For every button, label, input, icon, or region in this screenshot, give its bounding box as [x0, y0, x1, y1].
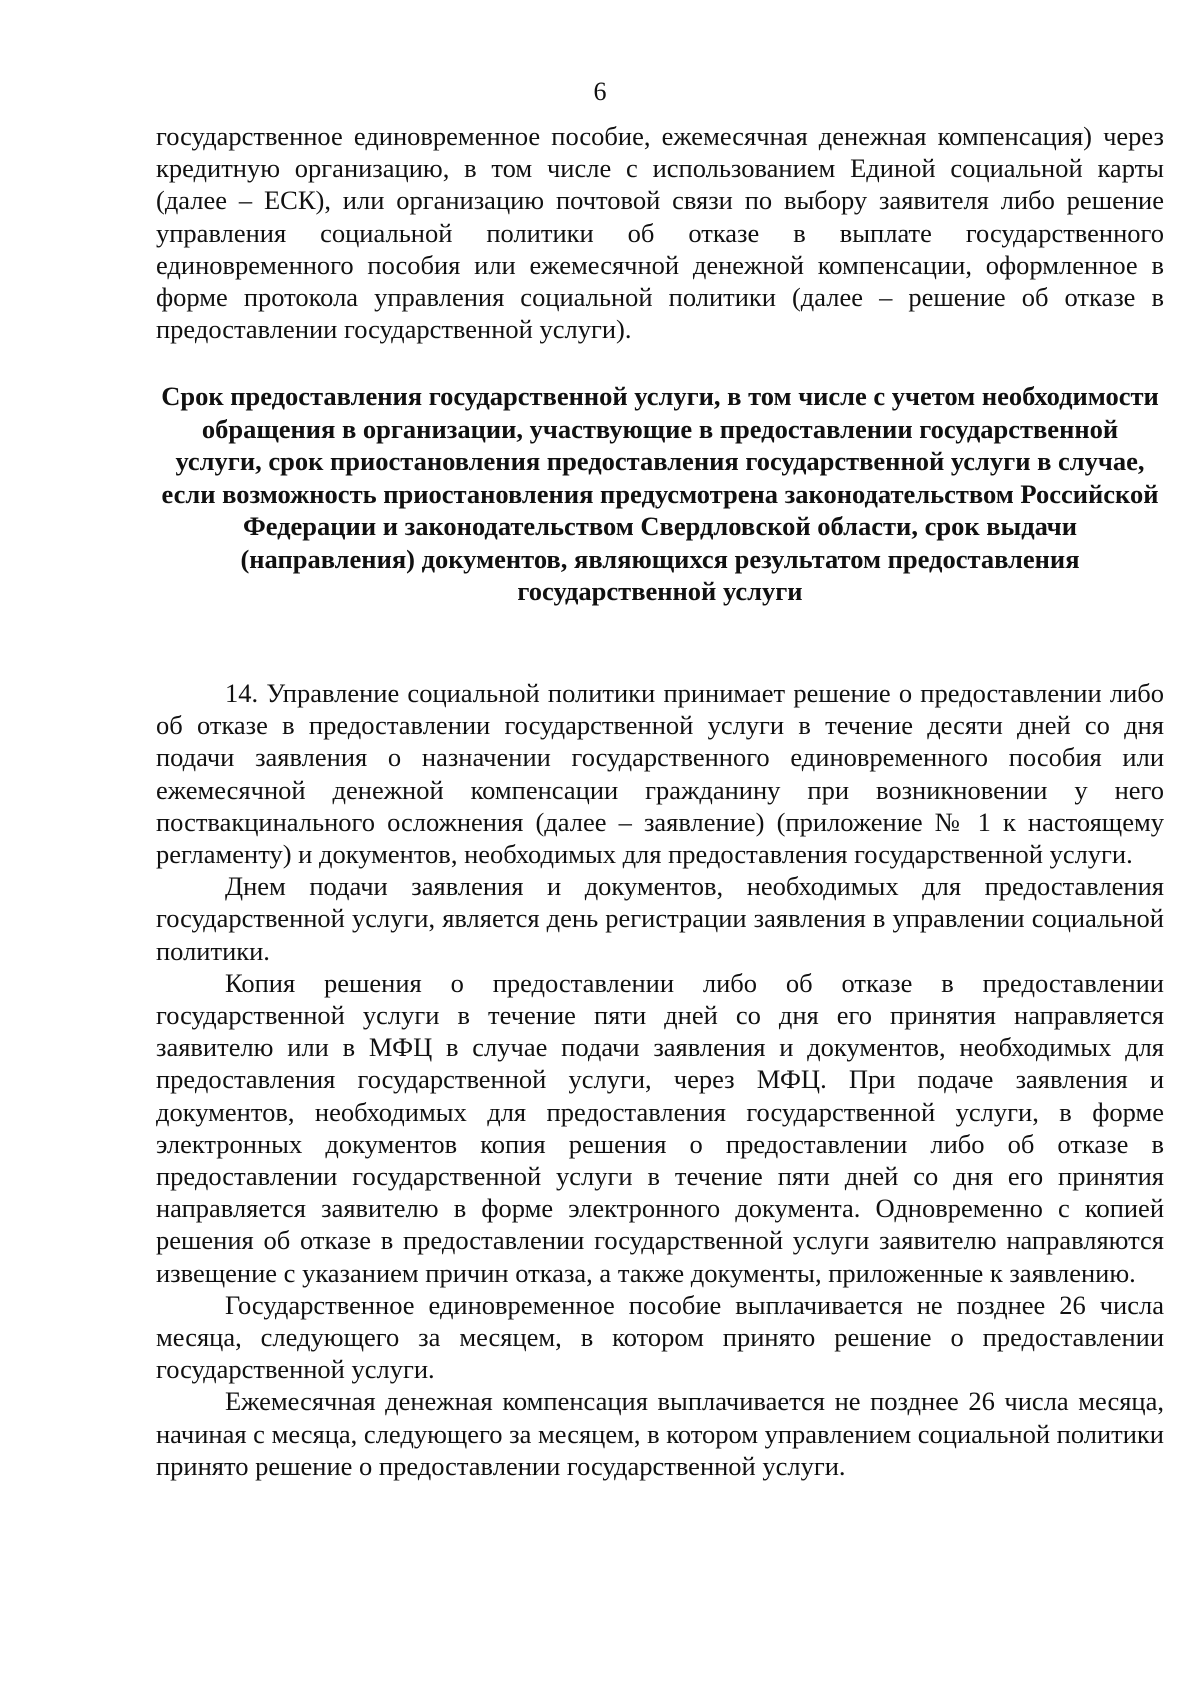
page-number: 6 [593, 77, 607, 106]
paragraph-decision-copy: Копия решения о предоставлении либо об отказе в предоставлении государственной услуги в течение пяти дней со дня его принятия направляется заявителю или в МФЦ в случае подачи заявления и документов, необходимых для предоставления государственной услуги, через МФЦ. При подаче заявления и документов, необходимых для предоставления государственной услуги, в форме электронных документов копия решения о предоставлении либо об отказе в предоставлении государственной услуги в течение пяти дней со дня его принятия направляется заявителю в форме электронного документа. Одновременно с копией решения об отказе в предоставлении государственной услуги заявителю направляются извещение с указанием причин отказа, а также документы, приложенные к заявлению. [156, 967, 1164, 1288]
section-heading: Срок предоставления государственной услуги, в том числе с учетом необходимости обращения в организации, участвующие в предоставлении государственной услуги, срок приостановления предоставления государственной услуги в случае, если возможность приостановления предусмотрена законодательством Российской Федерации и законодательством Свердловской области, срок выдачи (направления) документов, являющихся результатом предоставления государственной услуги [161, 381, 1159, 606]
main-text-block [156, 677, 1164, 1482]
paragraph-14: 14. Управление социальной политики принимает решение о предоставлении либо об отказе в предоставлении государственной услуги в течение десяти дней со дня подачи заявления о назначении государственного единовременного пособия или ежемесячной денежной компенсации гражданину при возникновении у него поствакцинального осложнения (далее – заявление) (приложение № 1 к настоящему регламенту) и документов, необходимых для предоставления государственной услуги. [156, 678, 1164, 870]
intro-block [156, 120, 1164, 345]
paragraph-monthly-compensation: Ежемесячная денежная компенсация выплачивается не позднее 26 числа месяца, начиная с месяца, следующего за месяцем, в котором управлением социальной политики принято решение о предоставлении государственной услуги. [156, 1386, 1164, 1481]
paragraph-submission-day: Днем подачи заявления и документов, необходимых для предоставления государственной услуги, является день регистрации заявления в управлении социальной политики. [156, 871, 1164, 966]
paragraph-lump-sum-payment: Государственное единовременное пособие выплачивается не позднее 26 числа месяца, следующего за месяцем, в котором принято решение о предоставлении государственной услуги. [156, 1289, 1164, 1385]
intro-paragraph: государственное единовременное пособие, ежемесячная денежная компенсация) через кредитную организацию, в том числе с использованием Единой социальной карты (далее – ЕСК), или организацию почтовой связи по выбору заявителя либо решение управления социальной политики об отказе в выплате государственного единовременного пособия или ежемесячной денежной компенсации, оформленное в форме протокола управления социальной политики (далее – решение об отказе в предоставлении государственной услуги). [156, 121, 1164, 345]
